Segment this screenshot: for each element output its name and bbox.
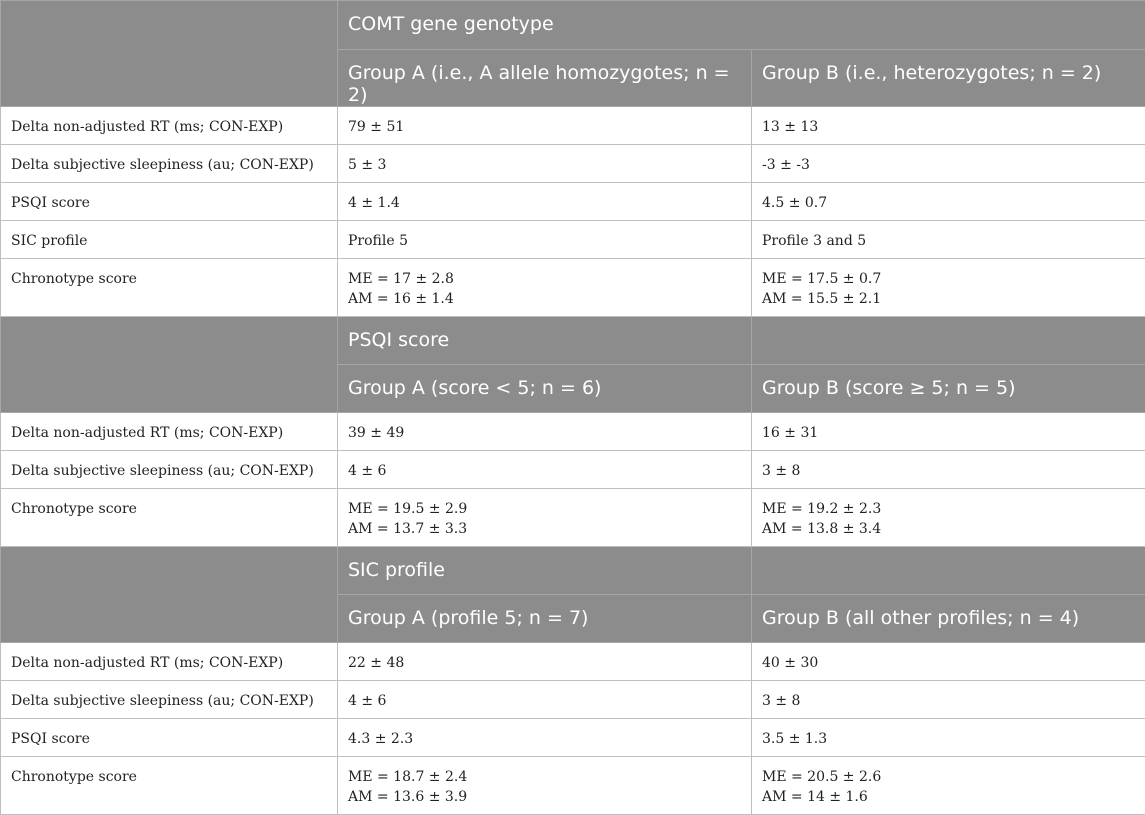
- row-label: Delta non-adjusted RT (ms; CON-EXP): [1, 107, 338, 145]
- table-row: [1, 221, 1145, 259]
- row-label: Delta subjective sleepiness (au; CON-EXP): [1, 145, 338, 183]
- group-a-value: [338, 259, 752, 317]
- table-row: [1, 681, 1145, 719]
- value-line-am: AM = 14 ± 1.6: [762, 787, 1135, 807]
- row-label: Chronotype score: [1, 757, 338, 815]
- group-a-value: 39 ± 49: [338, 413, 752, 451]
- section-title: SIC profile: [338, 547, 752, 595]
- table-row: [1, 757, 1145, 815]
- group-b-value: 3 ± 8: [752, 451, 1145, 489]
- value-line-me: ME = 18.7 ± 2.4: [348, 767, 741, 787]
- group-a-value: 4 ± 6: [338, 451, 752, 489]
- value-line-me: ME = 19.2 ± 2.3: [762, 499, 1135, 519]
- header-empty-cell: [1, 547, 338, 643]
- group-b-value: -3 ± -3: [752, 145, 1145, 183]
- table-row: [1, 145, 1145, 183]
- group-b-value: 16 ± 31: [752, 413, 1145, 451]
- section-title: PSQI score: [338, 317, 752, 365]
- group-b-header: Group B (score ≥ 5; n = 5): [752, 365, 1145, 413]
- header-empty-cell: [1, 1, 338, 107]
- section-title: COMT gene genotype: [338, 1, 1145, 50]
- group-a-value: [338, 757, 752, 815]
- group-a-value: 79 ± 51: [338, 107, 752, 145]
- value-line-am: AM = 16 ± 1.4: [348, 289, 741, 309]
- table-row: [1, 643, 1145, 681]
- table-row: [1, 183, 1145, 221]
- group-a-header: Group A (i.e., A allele homozygotes; n = 2): [338, 50, 752, 107]
- group-a-value: 4.3 ± 2.3: [338, 719, 752, 757]
- group-a-value: 22 ± 48: [338, 643, 752, 681]
- row-label: SIC profile: [1, 221, 338, 259]
- section-header-row: [1, 1, 1145, 50]
- group-b-header: Group B (all other profiles; n = 4): [752, 595, 1145, 643]
- table-row: [1, 259, 1145, 317]
- value-line-me: ME = 17 ± 2.8: [348, 269, 741, 289]
- section-header-row: [1, 547, 1145, 595]
- table-row: [1, 451, 1145, 489]
- value-line-me: ME = 19.5 ± 2.9: [348, 499, 741, 519]
- header-empty-cell: [752, 547, 1145, 595]
- table-row: [1, 489, 1145, 547]
- group-a-value: 4 ± 1.4: [338, 183, 752, 221]
- group-b-value: 3 ± 8: [752, 681, 1145, 719]
- value-line-am: AM = 15.5 ± 2.1: [762, 289, 1135, 309]
- group-a-value: 5 ± 3: [338, 145, 752, 183]
- row-label: Delta non-adjusted RT (ms; CON-EXP): [1, 413, 338, 451]
- row-label: PSQI score: [1, 183, 338, 221]
- row-label: Chronotype score: [1, 489, 338, 547]
- section-header-row: [1, 317, 1145, 365]
- value-line-me: ME = 20.5 ± 2.6: [762, 767, 1135, 787]
- group-b-value: [752, 259, 1145, 317]
- group-b-value: [752, 489, 1145, 547]
- group-b-value: [752, 757, 1145, 815]
- group-b-header: Group B (i.e., heterozygotes; n = 2): [752, 50, 1145, 107]
- table-row: [1, 719, 1145, 757]
- group-b-value: 13 ± 13: [752, 107, 1145, 145]
- row-label: Delta subjective sleepiness (au; CON-EXP): [1, 681, 338, 719]
- group-a-value: [338, 489, 752, 547]
- row-label: Delta subjective sleepiness (au; CON-EXP): [1, 451, 338, 489]
- row-label: PSQI score: [1, 719, 338, 757]
- header-empty-cell: [752, 317, 1145, 365]
- value-line-am: AM = 13.6 ± 3.9: [348, 787, 741, 807]
- header-empty-cell: [1, 317, 338, 413]
- group-a-header: Group A (score < 5; n = 6): [338, 365, 752, 413]
- group-b-value: 3.5 ± 1.3: [752, 719, 1145, 757]
- table-row: [1, 107, 1145, 145]
- row-label: Chronotype score: [1, 259, 338, 317]
- value-line-me: ME = 17.5 ± 0.7: [762, 269, 1135, 289]
- group-a-value: Profile 5: [338, 221, 752, 259]
- group-a-header: Group A (profile 5; n = 7): [338, 595, 752, 643]
- group-a-value: 4 ± 6: [338, 681, 752, 719]
- row-label: Delta non-adjusted RT (ms; CON-EXP): [1, 643, 338, 681]
- group-b-value: 4.5 ± 0.7: [752, 183, 1145, 221]
- table-row: [1, 413, 1145, 451]
- value-line-am: AM = 13.8 ± 3.4: [762, 519, 1135, 539]
- group-b-value: 40 ± 30: [752, 643, 1145, 681]
- group-b-value: Profile 3 and 5: [752, 221, 1145, 259]
- value-line-am: AM = 13.7 ± 3.3: [348, 519, 741, 539]
